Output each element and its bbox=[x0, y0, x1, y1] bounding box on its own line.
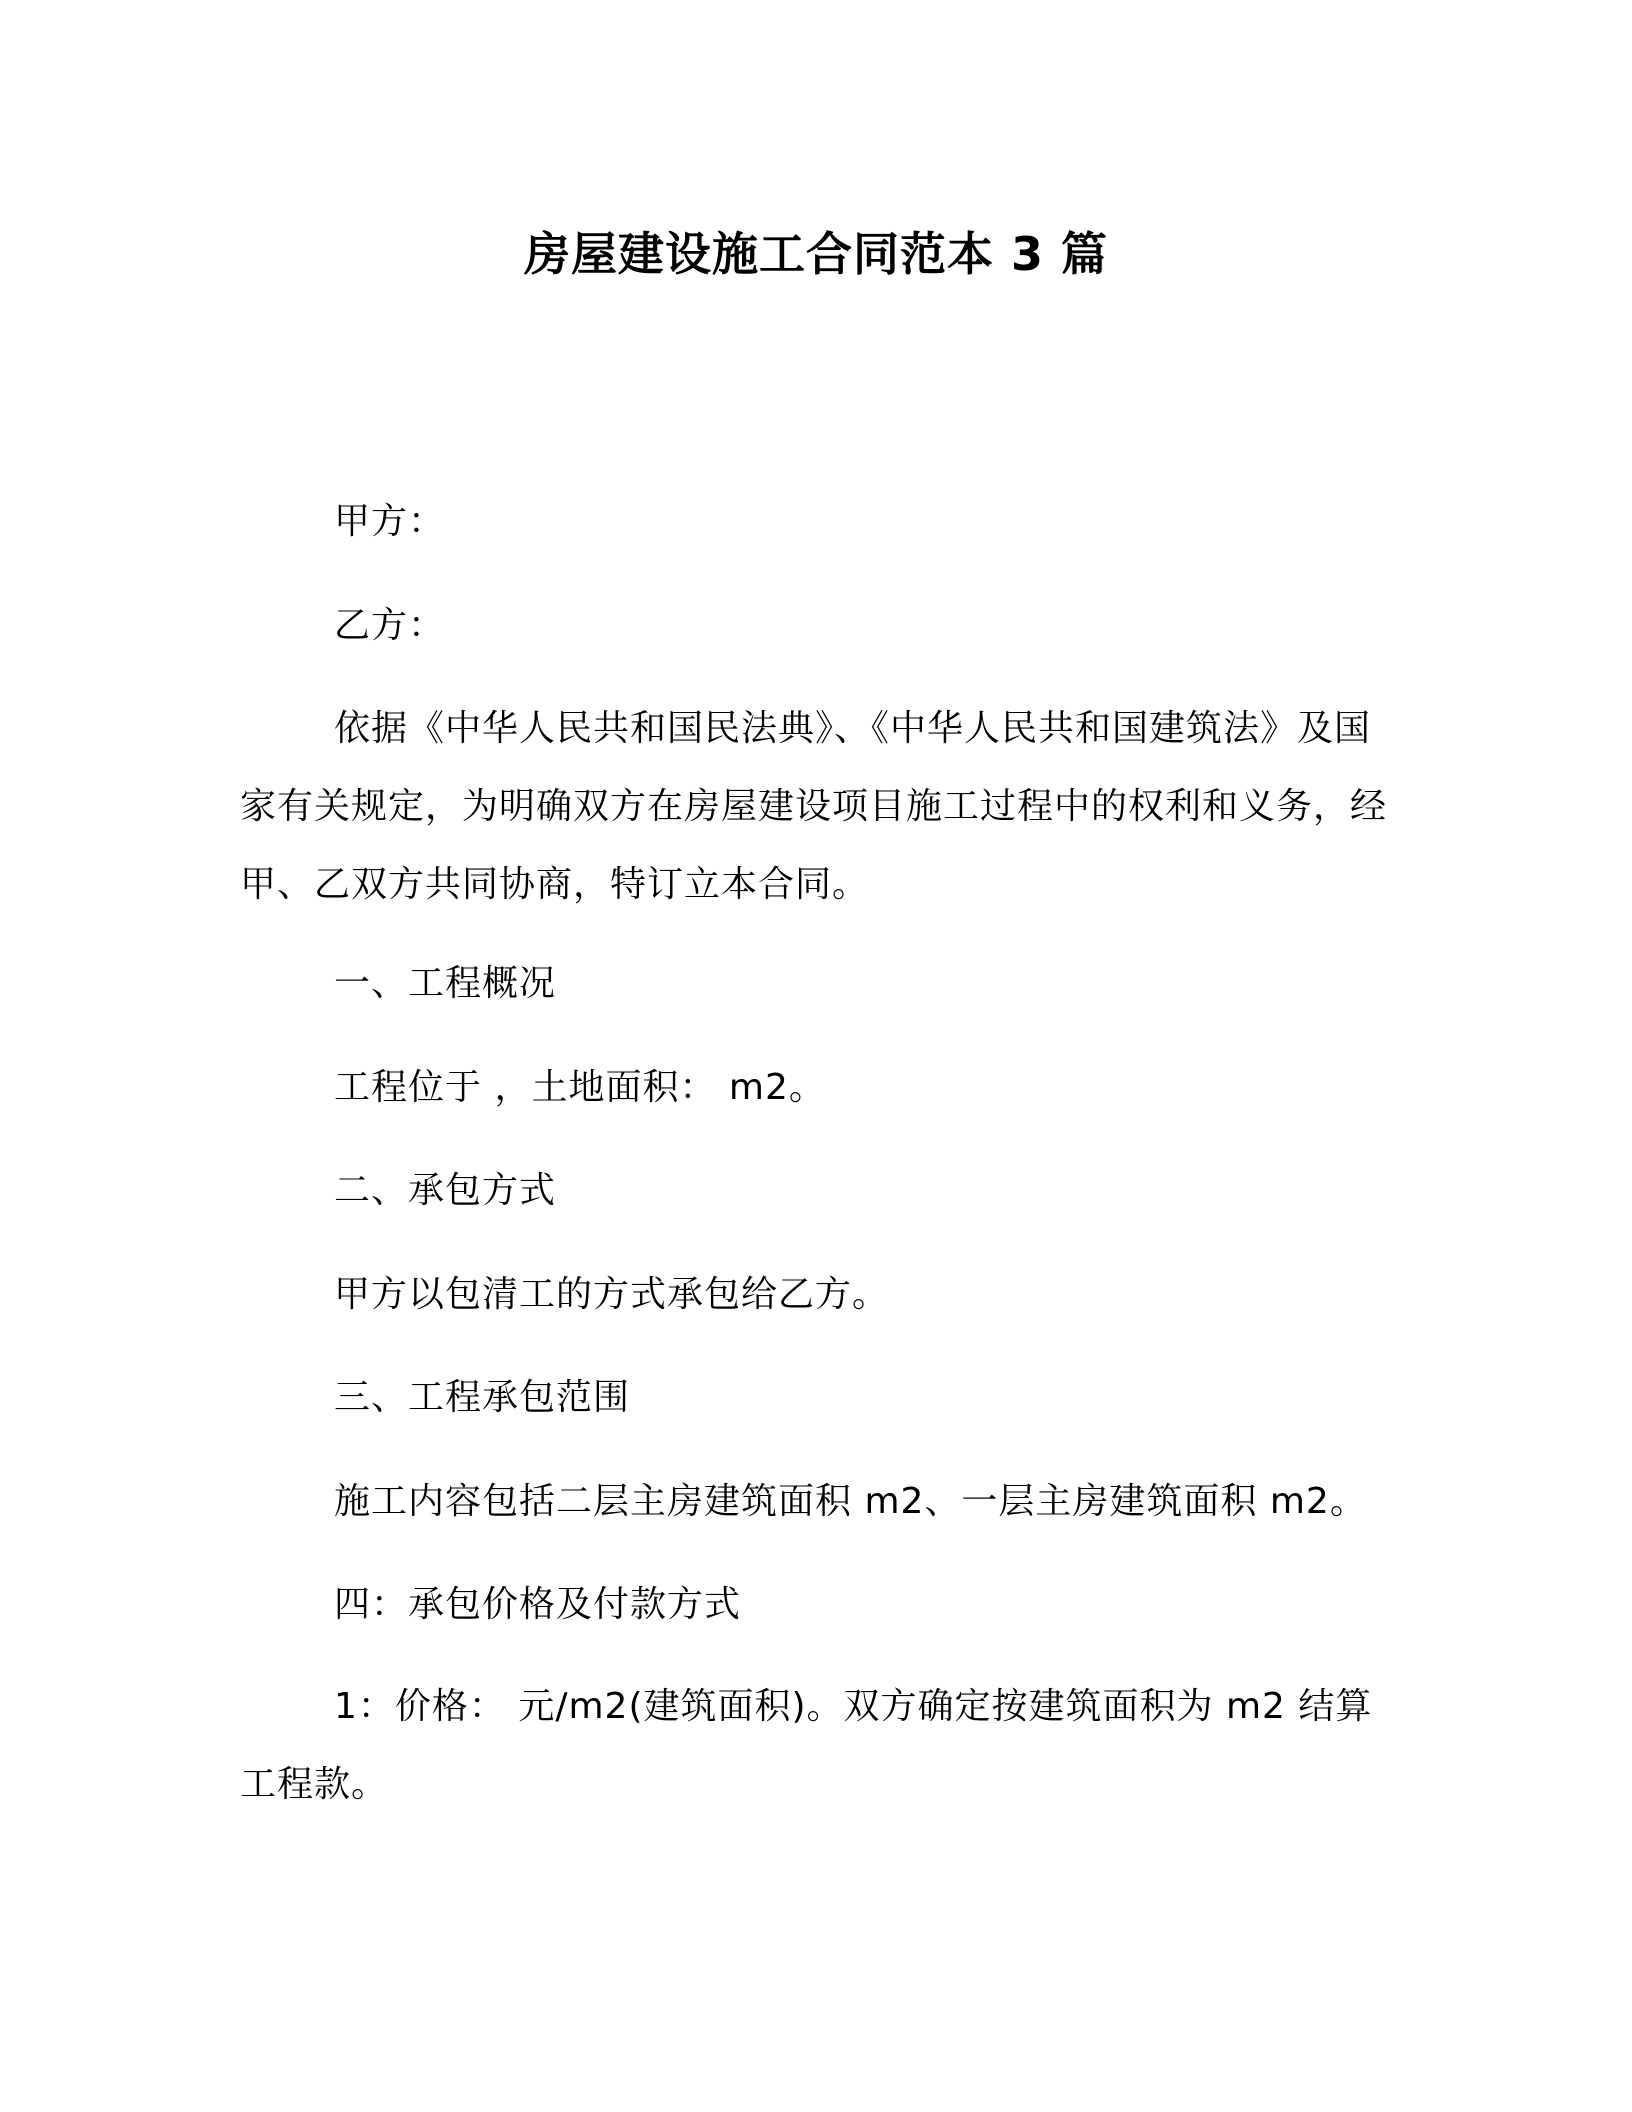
section2-heading: 二、承包方式 bbox=[334, 1170, 557, 1211]
section3-body: 施工内容包括二层主房建筑面积 m2、一层主房建筑面积 m2。 bbox=[334, 1481, 1367, 1522]
intro-paragraph bbox=[240, 690, 1390, 924]
section1-heading: 一、工程概况 bbox=[334, 963, 557, 1004]
section3-heading: 三、工程承包范围 bbox=[334, 1377, 631, 1418]
party-a-label: 甲方： bbox=[334, 501, 446, 542]
intro-text: 依据《中华人民共和国民法典》、《中华人民共和国建筑法》及国家有关规定，为明确双方在房屋建设项目施工过程中的权利和义务，经甲、乙双方共同协商，特订立本合同。 bbox=[240, 708, 1388, 905]
section4-item1-paragraph bbox=[240, 1668, 1390, 1824]
section4-heading: 四：承包价格及付款方式 bbox=[334, 1584, 742, 1625]
document-title: 房屋建设施工合同范本 3 篇 bbox=[523, 227, 1109, 281]
section1-body: 工程位于 ，土地面积： m2。 bbox=[334, 1067, 826, 1108]
section4-item1-text: 1：价格： 元/m2(建筑面积)。双方确定按建筑面积为 m2 结算工程款。 bbox=[240, 1686, 1373, 1805]
section2-body: 甲方以包清工的方式承包给乙方。 bbox=[334, 1274, 890, 1315]
party-b-label: 乙方： bbox=[334, 605, 446, 646]
